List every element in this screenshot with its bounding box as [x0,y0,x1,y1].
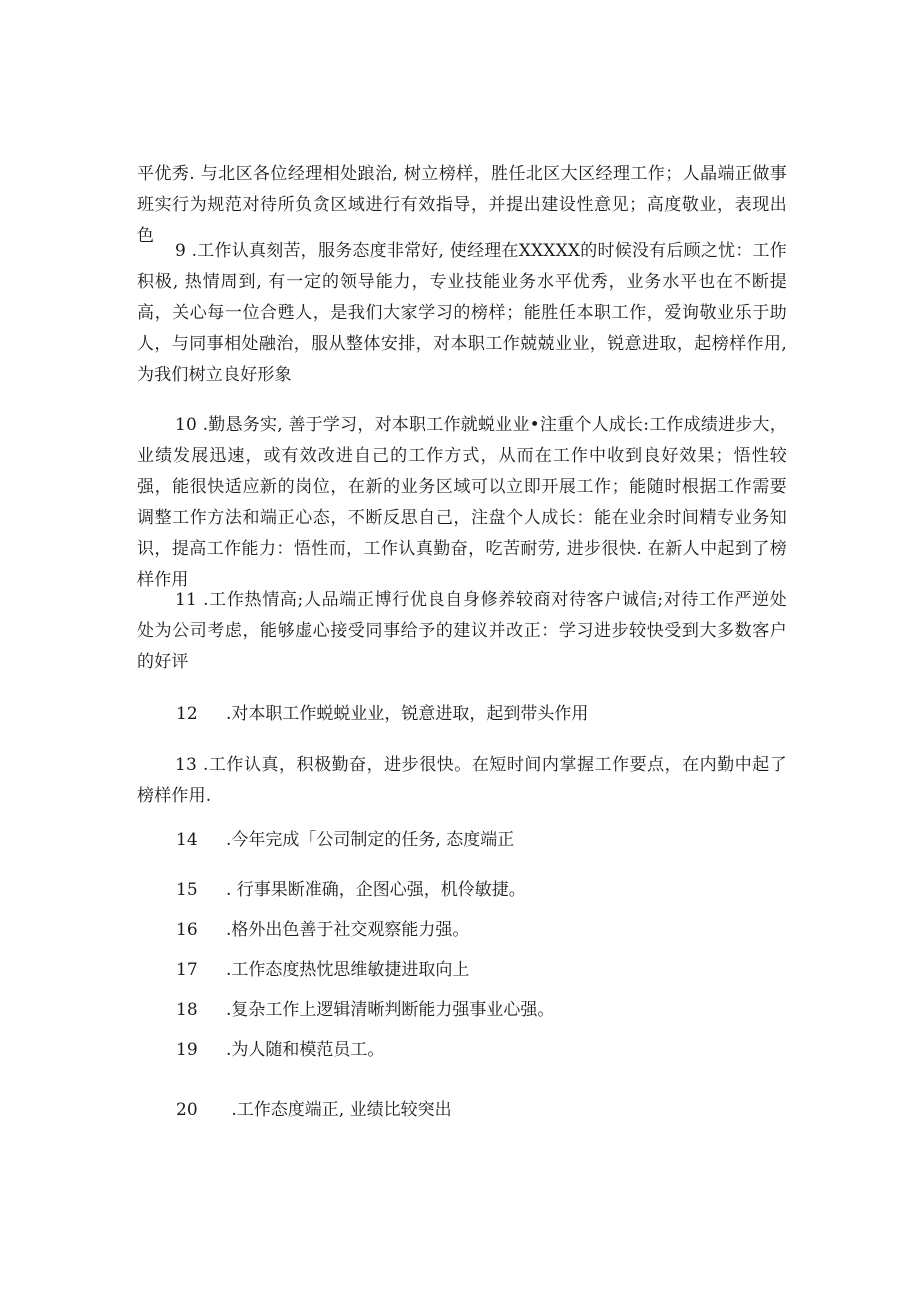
list-item-20 [176,1098,452,1122]
paragraph-continuation: 平优秀. 与北区各位经理相处踉治, 树立榜样，胜任北区大区经理工作；人晶端正做事班实行为规范对待所负贪区域进行有效指导，并提出建设性意见；高度敬业，表现出色 [137,164,787,246]
paragraph-item-9: 9 .工作认真刻苦，服务态度非常好, 使经理在XXXXX的时候没有后顾之忧：工作积极, 热情周到, 有一定的领导能力，专业技能业务水平优秀，业务水平也在不断提高，关心每一位合甦人，是我们大家学习的榜样；能胜任本职工作，爱询敬业乐于助人，与同事相处融治，服从整体安排，对本职工作兢兢业业，锐意进取，起榜样作用, 为我们树立良好形象 [137,241,787,385]
item-text: .今年完成「公司制定的任务, 态度端正 [226,830,515,850]
item-text: .工作态度端正, 业绩比较突出 [226,1100,452,1120]
list-item-19 [176,1038,384,1062]
list-item-17 [176,958,469,982]
item-number: 17 [176,960,198,980]
item-number: 14 [176,830,198,850]
item-text: . 行事果断准确，企图心强，机伶敏捷。 [226,880,526,900]
list-item-18 [176,998,554,1022]
list-item-16 [176,918,469,942]
item-text: .格外出色善于社交观察能力强。 [226,920,470,940]
item-number: 20 [176,1100,198,1120]
item-text: .对本职工作蜕蜕业业，锐意进取，起到带头作用 [226,704,589,724]
item-number: 19 [176,1040,198,1060]
paragraph-item-13: 13 .工作认真，积极勤奋，进步很快。在短时间内掌握工作要点，在内勤中起了榜样作用. [137,755,787,806]
list-item-15 [176,878,526,902]
paragraph-item-10: 10 .勤恳务实, 善于学习，对本职工作就蜕业业•注重个人成长:工作成绩进步大，业绩发展迅速，或有效改进自己的工作方式，从而在工作中收到良好效果；悟性较强，能很快适应新的岗位，在新的业务区域可以立即开展工作；能随时根据工作需要调整工作方法和端正心态，不断反思自己，注盘个人成长：能在业余时间精专业务知识，提高工作能力：悟性而，工作认真勤奋，吃苦耐劳, 进步很快. 在新人中起到了榜样作用 [137,415,787,590]
item-text: .工作态度热忱思维敏捷进取向上 [226,960,470,980]
item-text: .复杂工作上逻辑清晰判断能力强事业心强。 [226,1000,555,1020]
item-number: 18 [176,1000,198,1020]
list-item-12 [176,702,588,726]
item-number: 12 [176,704,198,724]
item-text: .为人随和模范员工。 [226,1040,385,1060]
item-number: 15 [176,880,198,900]
list-item-14 [176,828,514,852]
item-number: 16 [176,920,198,940]
paragraph-item-11: 11 .工作热情高;人品端正博行优良自身修养较商对待客户诚信;对待工作严逆处处为公司考虑，能够虚心接受同事给予的建议并改正：学习进步较快受到大多数客户的好评 [137,590,787,672]
